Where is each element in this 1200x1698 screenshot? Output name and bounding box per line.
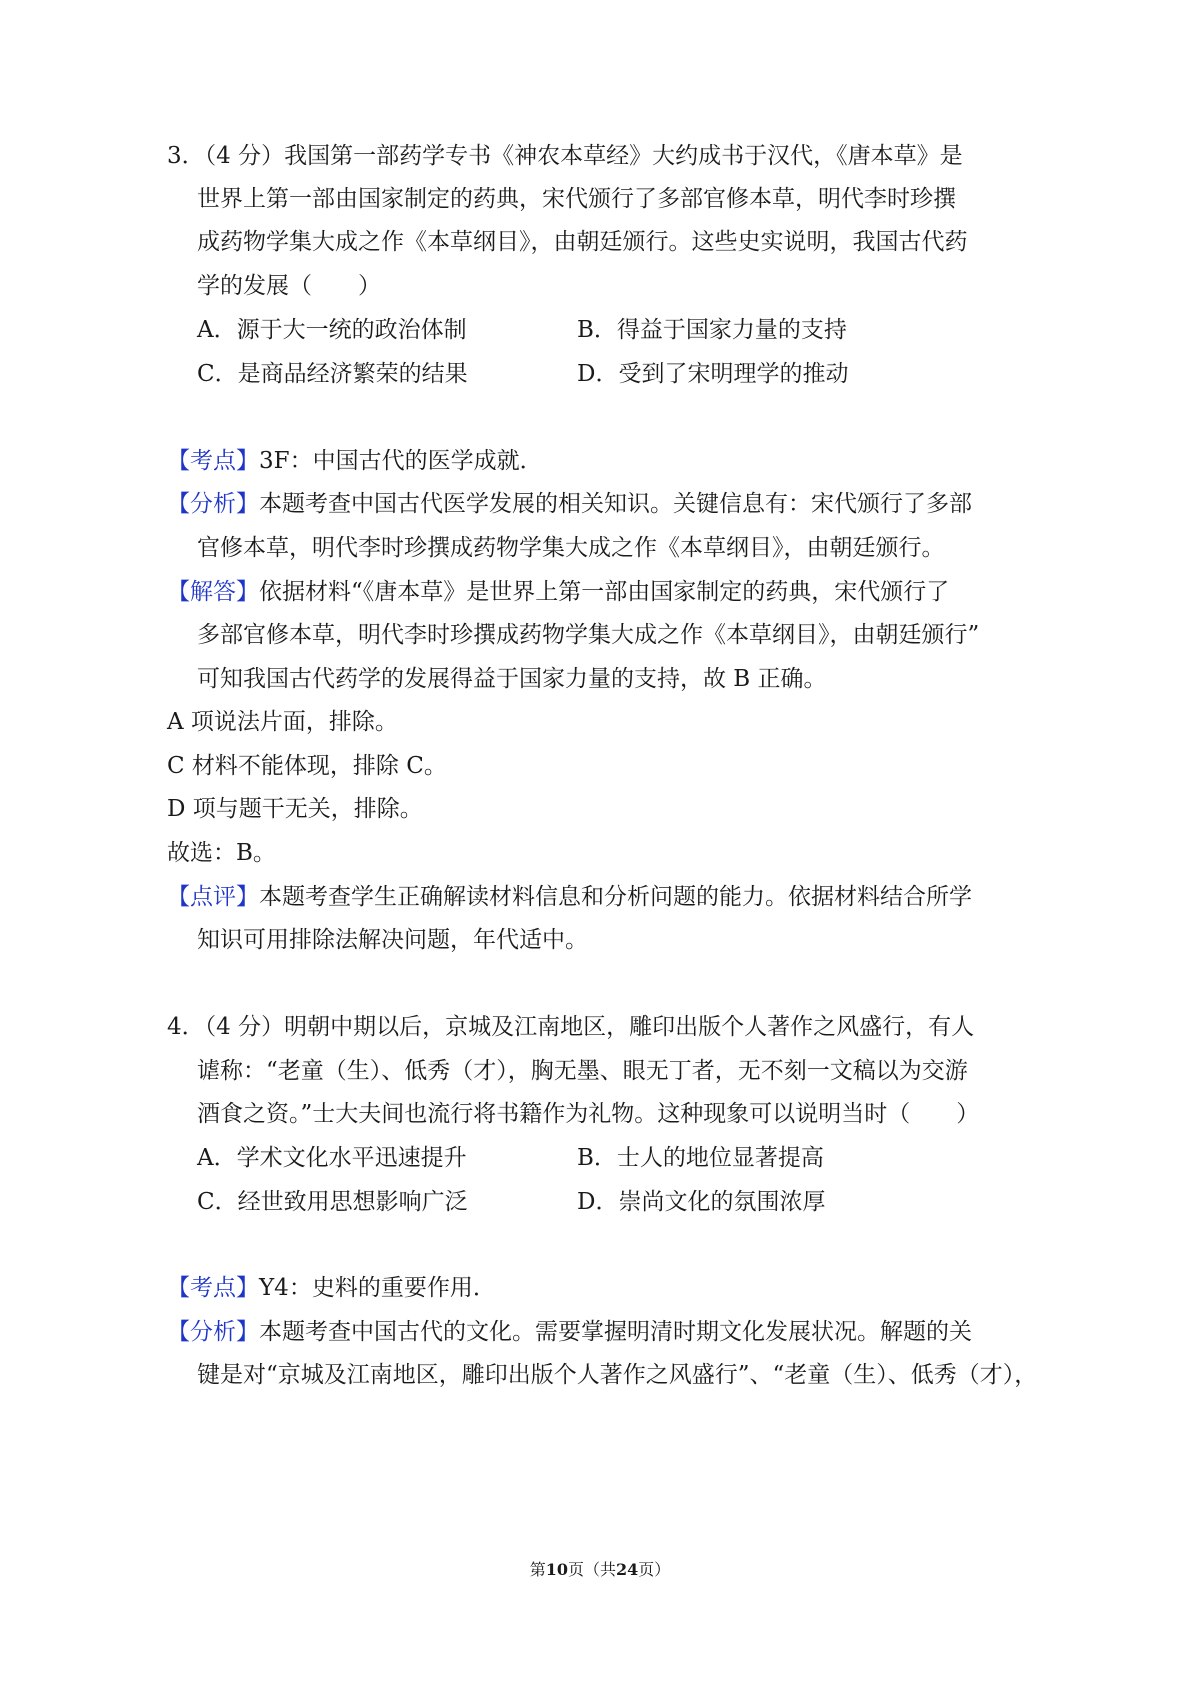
q3-stem-line-3: 成药物学集大成之作《本草纲目》，由朝廷颁行。这些史实说明，我国古代药 [197, 229, 968, 255]
q3-jieda-cont-2: 可知我国古代药学的发展得益于国家力量的支持，故 B 正确。 [197, 666, 827, 692]
q4-option-c: C．经世致用思想影响广泛 [197, 1189, 468, 1215]
footer-middle: 页（共 [567, 1560, 616, 1579]
q3-dianping-cont: 知识可用排除法解决问题，年代适中。 [197, 927, 588, 953]
fenxi-text: 本题考查中国古代的文化。需要掌握明清时期文化发展状况。解题的关 [259, 1319, 972, 1345]
q3-stem-line-2: 世界上第一部由国家制定的药典，宋代颁行了多部官修本草，明代李时珍撰 [197, 186, 956, 212]
footer-total-pages: 24 [616, 1560, 639, 1579]
fenxi-tag: 【分析】 [167, 1319, 259, 1345]
q3-stem-line-1: 3．（4 分）我国第一部药学专书《神农本草经》大约成书于汉代，《唐本草》是 [167, 143, 963, 169]
q3-option-b: B．得益于国家力量的支持 [577, 317, 847, 343]
q4-kaodian [167, 1273, 496, 1303]
q3-jieda-cont-1: 多部官修本草，明代李时珍撰成药物学集大成之作《本草纲目》，由朝廷颁行” [197, 622, 980, 648]
kaodian-tag: 【考点】 [167, 1275, 259, 1301]
q3-fenxi [167, 489, 972, 519]
q4-stem-line-2: 谑称：“老童（生）、低秀（才），胸无墨、眼无丁者，无不刻一文稿以为交游 [197, 1058, 968, 1084]
q3-jieda [167, 577, 949, 607]
kaodian-text: 3F：中国古代的医学成就． [259, 448, 543, 474]
jieda-tag: 【解答】 [167, 579, 259, 605]
fenxi-tag: 【分析】 [167, 491, 259, 517]
q3-stem-line-4: 学的发展（ ） [197, 273, 381, 299]
q3-fenxi-cont: 官修本草，明代李时珍撰成药物学集大成之作《本草纲目》，由朝廷颁行。 [197, 535, 945, 561]
q3-extra-a: A 项说法片面，排除。 [167, 709, 398, 735]
q4-fenxi-cont: 键是对“京城及江南地区，雕印出版个人著作之风盛行”、“老童（生）、低秀（才）， [197, 1362, 1038, 1388]
fenxi-text: 本题考查中国古代医学发展的相关知识。关键信息有：宋代颁行了多部 [259, 491, 972, 517]
q3-extra-d: D 项与题干无关，排除。 [167, 796, 423, 822]
q3-kaodian [167, 446, 543, 476]
dianping-tag: 【点评】 [167, 884, 259, 910]
q3-option-c: C．是商品经济繁荣的结果 [197, 361, 468, 387]
footer-suffix: 页） [638, 1560, 671, 1579]
kaodian-text: Y4：史料的重要作用． [259, 1275, 496, 1301]
page-footer [0, 1559, 1200, 1581]
q4-option-d: D．崇尚文化的氛围浓厚 [577, 1189, 826, 1215]
footer-prefix: 第 [529, 1560, 546, 1579]
q4-option-a: A．学术文化水平迅速提升 [197, 1145, 467, 1171]
q3-dianping [167, 882, 972, 912]
q3-option-a: A．源于大一统的政治体制 [197, 317, 467, 343]
q4-stem-line-1: 4．（4 分）明朝中期以后，京城及江南地区，雕印出版个人著作之风盛行，有人 [167, 1014, 975, 1040]
q3-option-d: D．受到了宋明理学的推动 [577, 361, 849, 387]
jieda-text: 依据材料“《唐本草》是世界上第一部由国家制定的药典，宋代颁行了 [259, 579, 950, 605]
q4-option-b: B．士人的地位显著提高 [577, 1145, 824, 1171]
q3-answer: 故选：B。 [167, 840, 276, 866]
q4-fenxi [167, 1317, 972, 1347]
kaodian-tag: 【考点】 [167, 448, 259, 474]
footer-page-number: 10 [545, 1560, 568, 1579]
dianping-text: 本题考查学生正确解读材料信息和分析问题的能力。依据材料结合所学 [259, 884, 972, 910]
q3-extra-c: C 材料不能体现，排除 C。 [167, 753, 447, 779]
q4-stem-line-3: 酒食之资。”士大夫间也流行将书籍作为礼物。这种现象可以说明当时（ ） [197, 1101, 980, 1127]
